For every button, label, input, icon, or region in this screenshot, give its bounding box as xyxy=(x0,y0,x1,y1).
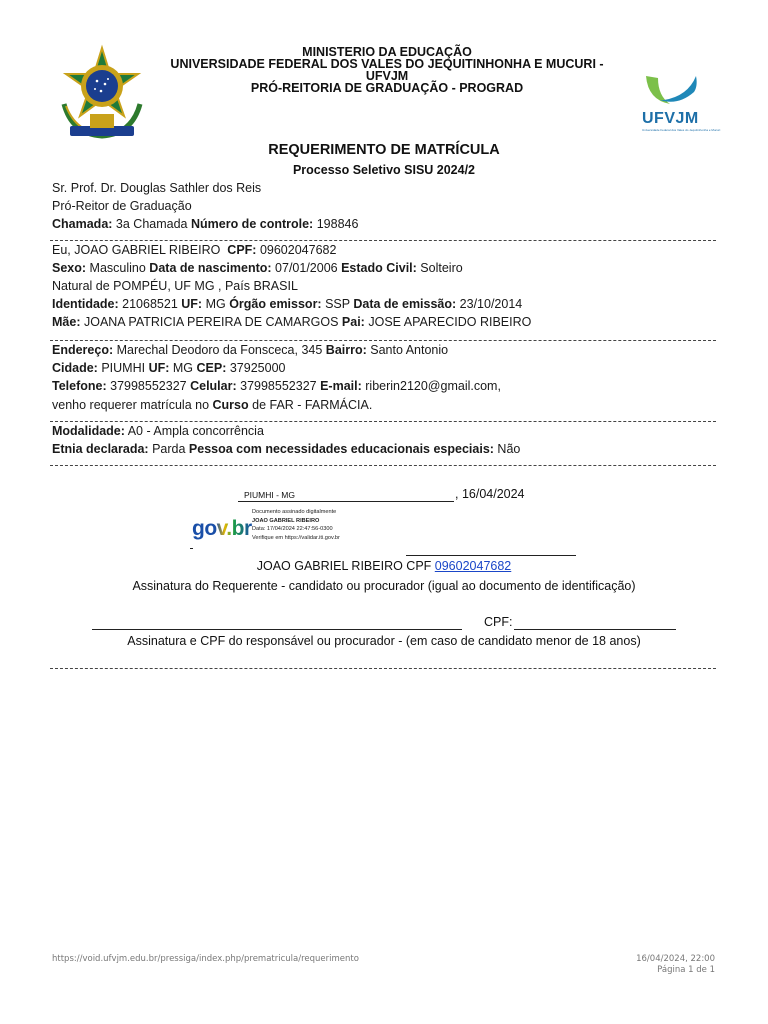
ufvjm-logo-subtitle: Universidade Federal dos Vales do Jequitinhonha e Mucuri xyxy=(642,128,721,132)
guardian-cpf-line xyxy=(514,629,676,630)
guardian-signature-line xyxy=(92,629,462,630)
ministry-title: MINISTERIO DA EDUCAÇÃO xyxy=(302,45,472,59)
divider xyxy=(50,421,716,422)
applicant-signature-caption: Assinatura do Requerente - candidato ou procurador (igual ao documento de identificação) xyxy=(132,579,636,593)
stamp-heading: Documento assinado digitalmente xyxy=(252,509,337,515)
parents-line: Mãe: JOANA PATRICIA PEREIRA DE CAMARGOS Pai: JOSE APARECIDO RIBEIRO xyxy=(52,315,532,329)
govbr-logo: gov.br xyxy=(192,517,252,540)
contact-line: Telefone: 37998552327 Celular: 37998552327 E-mail: riberin2120@gmail.com, xyxy=(52,379,501,393)
guardian-signature-caption: Assinatura e CPF do responsável ou procurador - (em caso de candidato menor de 18 anos) xyxy=(127,634,641,648)
signature-line xyxy=(406,555,576,556)
signature-date: , 16/04/2024 xyxy=(455,487,525,501)
university-acronym: UFVJM xyxy=(365,69,409,83)
stamp-date: Data: 17/04/2024 22:47:56-0300 xyxy=(252,526,333,532)
ethnicity-line: Etnia declarada: Parda Pessoa com necessidades educacionais especiais: Não xyxy=(52,442,521,456)
birthplace-line: Natural de POMPÉU, UF MG , País BRASIL xyxy=(52,279,298,293)
signer-name-cpf: JOAO GABRIEL RIBEIRO CPF 09602047682 xyxy=(256,559,512,573)
address-line: Endereço: Marechal Deodoro da Fonsceca, 345 Bairro: Santo Antonio xyxy=(52,343,449,357)
stamp-verify: Verifique em https://validar.iti.gov.br xyxy=(252,534,340,541)
footer-datetime: 16/04/2024, 22:00 xyxy=(636,954,715,964)
cpf-link[interactable]: 09602047682 xyxy=(434,559,512,573)
brazil-coat-of-arms-icon xyxy=(50,44,154,146)
place-field: PIUMHI - MG xyxy=(238,488,454,502)
stamp-signer: JOAO GABRIEL RIBEIRO xyxy=(252,517,320,524)
digital-signature-stamp xyxy=(252,508,340,542)
city-line: Cidade: PIUMHI UF: MG CEP: 37925000 xyxy=(52,361,286,375)
call-line: Chamada: 3a Chamada Número de controle: 198846 xyxy=(52,217,359,231)
identity-line: Identidade: 21068521 UF: MG Órgão emissor: SSP Data de emissão: 23/10/2014 xyxy=(52,297,523,311)
applicant-line: Eu, JOAO GABRIEL RIBEIRO CPF: 09602047682 xyxy=(52,243,337,257)
course-line: venho requerer matrícula no Curso de FAR - FARMÁCIA. xyxy=(52,398,373,412)
ufvjm-logo xyxy=(638,70,721,136)
university-title: UNIVERSIDADE FEDERAL DOS VALES DO JEQUITINHONHA E MUCURI - xyxy=(170,57,604,71)
ufvjm-logo-text: UFVJM xyxy=(642,110,699,127)
ufvjm-leaf-icon xyxy=(638,70,708,110)
modality-line: Modalidade: A0 - Ampla concorrência xyxy=(52,424,264,438)
document-title: REQUERIMENTO DE MATRÍCULA xyxy=(268,142,500,158)
divider xyxy=(50,668,716,669)
sex-birth-line: Sexo: Masculino Data de nascimento: 07/01/2006 Estado Civil: Solteiro xyxy=(52,261,463,275)
divider xyxy=(50,465,716,466)
footer-page: Página 1 de 1 xyxy=(657,965,715,975)
divider xyxy=(50,340,716,341)
document-subtitle: Processo Seletivo SISU 2024/2 xyxy=(292,163,476,177)
divider xyxy=(50,240,716,241)
addressee-name: Sr. Prof. Dr. Douglas Sathler dos Reis xyxy=(52,181,262,195)
prograd-title: PRÓ-REITORIA DE GRADUAÇÃO - PROGRAD xyxy=(250,81,524,95)
footer-url: https://void.ufvjm.edu.br/pressiga/index.php/prematricula/requerimento xyxy=(52,954,359,964)
guardian-cpf-label: CPF: xyxy=(484,615,513,629)
addressee-role: Pró-Reitor de Graduação xyxy=(52,199,192,213)
dot-mark xyxy=(190,548,193,549)
